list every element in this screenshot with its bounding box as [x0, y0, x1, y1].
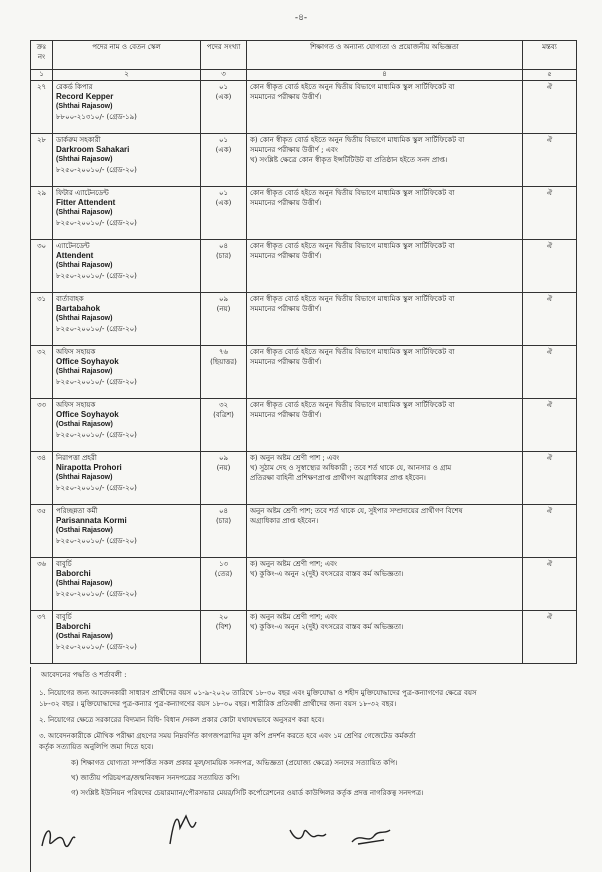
- post-count: ৩২: [218, 401, 229, 409]
- post-name-english: Attendent: [56, 251, 94, 260]
- post-cell: [53, 452, 201, 505]
- post-name-english: Fitter Attendent: [56, 198, 116, 207]
- post-type: (Shthai Rajasow): [56, 368, 113, 375]
- condition-line: ১. নিয়োগের জন্য আবেদনকারী সাধারণ প্রার্থীদের বয়স ০১-৯-২০২০ তারিখে ১৮-৩০ বছর এবং মুক্তিযোদ্ধা ও শহীদ মুক্তিযোদ্ধাদের পুত্র-কন্যাগণের ক্ষেত্রে বয়স: [39, 689, 477, 697]
- post-type: (Osthai Rajasow): [56, 633, 113, 640]
- post-count: ০৪: [218, 507, 229, 515]
- qualification-line: খ) সংশ্লিষ্ট ক্ষেত্রে কোন স্বীকৃত ইন্সটিটিউট বা প্রতিষ্ঠান হইতে সনদ প্রাপ্ত।: [250, 156, 448, 164]
- header-remarks: মন্তব্য: [523, 41, 577, 70]
- qualification-line: ক) অনুন অষ্টম শ্রেণী পাশ ; এবং: [250, 454, 340, 462]
- post-count: ০১: [218, 189, 229, 197]
- col-index: ৪: [247, 70, 523, 81]
- qualification-line: খ) কুকিং-এ অনুন ২(দুই) বৎসরের বাস্তব কর্ম অভিজ্ঞতা।: [250, 623, 404, 631]
- qualification-line: সমমানের পরীক্ষায় উত্তীর্ণ।: [250, 411, 322, 419]
- condition-line: ৩. আবেদনকারীকে মৌখিক পরীক্ষা গ্রহণের সময় নিম্নবর্ণিত কাগজপত্রাদির মূল কপি প্রদর্শন করতে হবে এবং ১ম শ্রেণির গেজেটেড কর্মকর্তা: [39, 732, 416, 740]
- post-name-english: Baborchi: [56, 569, 91, 578]
- remarks: ঐ: [523, 505, 577, 558]
- post-count-words: (ছিয়াত্তর): [210, 358, 237, 366]
- page-number: -৪-: [294, 13, 308, 23]
- serial-number: ৩৩: [31, 399, 53, 452]
- post-count-cell: [201, 558, 247, 611]
- post-count: ০৯: [218, 454, 229, 462]
- post-count-words: (এক): [215, 199, 232, 207]
- header-qualification: শিক্ষাগত ও অন্যান্য যোগ্যতা ও প্রয়োজনীয় অভিজ্ঞতা: [247, 41, 523, 70]
- table-row: [31, 346, 577, 399]
- post-cell: [53, 399, 201, 452]
- serial-number: ২৭: [31, 81, 53, 134]
- post-count-cell: [201, 187, 247, 240]
- table-row: [31, 558, 577, 611]
- post-name-english: Record Kepper: [56, 92, 114, 101]
- pay-scale: ৮৮০০-২১৩১০/- (গ্রেড-১৯): [56, 113, 137, 121]
- post-cell: [53, 346, 201, 399]
- post-name-bangla: ফিটার এ্যাটেনডেন্ট: [56, 189, 109, 197]
- serial-number: ৩৫: [31, 505, 53, 558]
- pay-scale: ৮২৫০-২০০১০/- (গ্রেড-২০): [56, 378, 137, 386]
- post-count: ০৪: [218, 242, 229, 250]
- qualification-line: সমমানের পরীক্ষায় উত্তীর্ণ।: [250, 358, 322, 366]
- post-count-words: (নয়): [216, 464, 231, 472]
- post-name-bangla: বাবুর্চি: [56, 560, 72, 568]
- qualification-line: খ) কুকিং-এ অনুন ২(দুই) বৎসরের বাস্তব কর্ম অভিজ্ঞতা।: [250, 570, 404, 578]
- qualification-line: সমমানের পরীক্ষায় উত্তীর্ণ।: [250, 252, 322, 260]
- pay-scale: ৮২৫০-২০০১০/- (গ্রেড-২০): [56, 325, 137, 333]
- qualification-cell: [247, 452, 523, 505]
- post-name-english: Office Soyhayok: [56, 410, 119, 419]
- post-name-bangla: অফিস সহায়ক: [56, 348, 96, 356]
- post-cell: [53, 134, 201, 187]
- post-count-words: (তের): [214, 570, 233, 578]
- qualification-cell: [247, 134, 523, 187]
- qualification-cell: [247, 611, 523, 664]
- post-count-cell: [201, 452, 247, 505]
- post-type: (Shthai Rajasow): [56, 580, 113, 587]
- qualification-line: সমমানের পরীক্ষায় উত্তীর্ণ ; এবং: [250, 146, 338, 154]
- condition-subline: খ) জাতীয় পরিচয়পত্র/জন্মনিবন্ধন সনদপত্রের সত্যায়িত কপি।: [71, 774, 240, 782]
- post-name-bangla: নিরাপত্তা প্রহরী: [56, 454, 97, 462]
- post-count: ৭৬: [218, 348, 229, 356]
- post-name-bangla: এ্যাটেনডেন্ট: [56, 242, 90, 250]
- post-count: ২০: [218, 613, 229, 621]
- remarks: ঐ: [523, 134, 577, 187]
- post-name-bangla: ডার্করুম সহকারী: [56, 136, 101, 144]
- table-row: [31, 240, 577, 293]
- qualification-cell: [247, 81, 523, 134]
- condition-line: ১৮-৩২ বছর । মুক্তিযোদ্ধাদের পুত্র-কন্যার পুত্র-কন্যাগণের বয়স ১৮-৩০ বছর। শারীরিক প্রতিবন্ধী প্রার্থীদের জন্য বয়স ১৮-৩২ বছর।: [39, 700, 397, 708]
- post-count: ১৩: [218, 560, 229, 568]
- post-count-cell: [201, 611, 247, 664]
- pay-scale: ৮২৫০-২০০১০/- (গ্রেড-২০): [56, 272, 137, 280]
- remarks: ঐ: [523, 240, 577, 293]
- qualification-line: ক) কোন স্বীকৃত বোর্ড হইতে অনুন দ্বিতীয় বিভাগে মাধ্যমিক স্কুল সার্টিফিকেট বা: [250, 136, 465, 144]
- pay-scale: ৮২৫০-২০০১০/- (গ্রেড-২০): [56, 166, 137, 174]
- post-name-bangla: পরিচ্ছন্নতা কর্মী: [56, 507, 98, 515]
- recruitment-table: [30, 40, 577, 664]
- post-name-english: Nirapotta Prohori: [56, 463, 122, 472]
- post-name-english: Baborchi: [56, 622, 91, 631]
- post-name-english: Parisannata Kormi: [56, 516, 127, 525]
- post-type: (Osthai Rajasow): [56, 527, 113, 534]
- remarks: ঐ: [523, 293, 577, 346]
- qualification-cell: [247, 346, 523, 399]
- post-name-english: Bartabahok: [56, 304, 101, 313]
- post-name-bangla: রেকর্ড কিপার: [56, 83, 93, 91]
- qualification-cell: [247, 240, 523, 293]
- serial-number: ৩৪: [31, 452, 53, 505]
- post-count-words: (চার): [215, 252, 232, 260]
- remarks: ঐ: [523, 558, 577, 611]
- qualification-cell: [247, 505, 523, 558]
- remarks: ঐ: [523, 81, 577, 134]
- serial-number: ৩২: [31, 346, 53, 399]
- table-row: [31, 81, 577, 134]
- post-count-words: (চার): [215, 517, 232, 525]
- qualification-line: কোন স্বীকৃত বোর্ড হইতে অনুন দ্বিতীয় বিভাগে মাধ্যমিক স্কুল সার্টিফিকেট বা: [250, 242, 455, 250]
- pay-scale: ৮২৫০-২০০১০/- (গ্রেড-২০): [56, 643, 137, 651]
- serial-number: ৩১: [31, 293, 53, 346]
- post-count: ০৯: [218, 295, 229, 303]
- condition-subline: গ) সংশ্লিষ্ট ইউনিয়ন পরিষদের চেয়ারম্যান/পৌরসভার মেয়র/সিটি কর্পোরেশনের ওয়ার্ড কাউন্সিলর কর্তৃক প্রদত্ত নাগরিকত্ব সনদপত্র।: [71, 789, 424, 797]
- header-post-name: পদের নাম ও বেতন স্কেল: [53, 41, 201, 70]
- post-count-cell: [201, 81, 247, 134]
- remarks: ঐ: [523, 611, 577, 664]
- post-name-english: Darkroom Sahakari: [56, 145, 130, 154]
- post-cell: [53, 81, 201, 134]
- qualification-line: কোন স্বীকৃত বোর্ড হইতে অনুন দ্বিতীয় বিভাগে মাধ্যমিক স্কুল সার্টিফিকেট বা: [250, 83, 455, 91]
- qualification-line: সমমানের পরীক্ষায় উত্তীর্ণ।: [250, 93, 322, 101]
- qualification-cell: [247, 293, 523, 346]
- condition-line: কর্তৃক সত্যায়িত অনুলিপি জমা দিতে হবে।: [39, 743, 154, 751]
- serial-number: ৩৬: [31, 558, 53, 611]
- col-index: ৩: [201, 70, 247, 81]
- post-count-words: (এক): [215, 93, 232, 101]
- condition-line: ২. নিয়োগের ক্ষেত্রে সরকারের বিদ্যমান বিধি- বিধান /সকল প্রকার কোটা যথাযথভাবে অনুসরণ করা হবে।: [39, 716, 325, 724]
- qualification-cell: [247, 399, 523, 452]
- signature-4: [348, 826, 392, 848]
- condition-subline: ক) শিক্ষাগত যোগ্যতা সম্পর্কিত সকল প্রকার মূল/সাময়িক সনদপত্র, অভিজ্ঞতা (প্রযোজ্য ক্ষেত্রে) সনদের সত্যায়িত কপি।: [71, 759, 398, 767]
- remarks: ঐ: [523, 187, 577, 240]
- qualification-line: কোন স্বীকৃত বোর্ড হইতে অনুন দ্বিতীয় বিভাগে মাধ্যমিক স্কুল সার্টিফিকেট বা: [250, 401, 455, 409]
- qualification-line: ক) অনুন অষ্টম শ্রেণী পাশ; এবং: [250, 613, 337, 621]
- qualification-line: অনুন অষ্টম শ্রেণী পাশ; তবে শর্ত থাকে যে, সুইপার সম্প্রদায়ের প্রার্থীগণ বিশেষ: [250, 507, 463, 515]
- qualification-cell: [247, 558, 523, 611]
- remarks: ঐ: [523, 399, 577, 452]
- header-post-count: পদের সংখ্যা: [201, 41, 247, 70]
- pay-scale: ৮২৫০-২০০১০/- (গ্রেড-২০): [56, 590, 137, 598]
- post-count-words: (বিশ): [215, 623, 232, 631]
- post-count-words: (নয়): [216, 305, 231, 313]
- post-count-cell: [201, 346, 247, 399]
- post-cell: [53, 240, 201, 293]
- post-count: ০১: [218, 136, 229, 144]
- qualification-line: কোন স্বীকৃত বোর্ড হইতে অনুন দ্বিতীয় বিভাগে মাধ্যমিক স্কুল সার্টিফিকেট বা: [250, 295, 455, 303]
- qualification-cell: [247, 187, 523, 240]
- col-index: ৫: [523, 70, 577, 81]
- qualification-line: প্রতিরক্ষা বাহিনী প্রশিক্ষণপ্রাপ্ত প্রার্থীগণ অগ্রাধিকার প্রাপ্ত হইবেন।: [250, 474, 426, 482]
- table-row: [31, 399, 577, 452]
- post-name-bangla: বার্তাবাহক: [56, 295, 84, 303]
- post-cell: [53, 187, 201, 240]
- post-count-cell: [201, 134, 247, 187]
- header-serial: ক্রঃ নং: [31, 41, 53, 70]
- remarks: ঐ: [523, 452, 577, 505]
- post-cell: [53, 558, 201, 611]
- post-name-bangla: বাবুর্চি: [56, 613, 72, 621]
- post-type: (Osthai Rajasow): [56, 421, 113, 428]
- table-row: [31, 293, 577, 346]
- post-count-cell: [201, 505, 247, 558]
- table-header-row: [31, 41, 577, 70]
- post-count-cell: [201, 399, 247, 452]
- signature-2: [164, 808, 200, 848]
- table-row: [31, 452, 577, 505]
- serial-number: ৩০: [31, 240, 53, 293]
- signature-1: [38, 822, 78, 852]
- post-type: (Shthai Rajasow): [56, 474, 113, 481]
- post-cell: [53, 611, 201, 664]
- qualification-line: কোন স্বীকৃত বোর্ড হইতে অনুন দ্বিতীয় বিভাগে মাধ্যমিক স্কুল সার্টিফিকেট বা: [250, 348, 455, 356]
- post-name-english: Office Soyhayok: [56, 357, 119, 366]
- pay-scale: ৮২৫০-২০০১০/- (গ্রেড-২০): [56, 219, 137, 227]
- post-cell: [53, 505, 201, 558]
- post-name-bangla: অফিস সহায়ক: [56, 401, 96, 409]
- col-index: ২: [53, 70, 201, 81]
- post-count: ০১: [218, 83, 229, 91]
- qualification-line: অগ্রাধিকার প্রাপ্ত হইবেন।: [250, 517, 319, 525]
- serial-number: ২৯: [31, 187, 53, 240]
- serial-number: ৩৭: [31, 611, 53, 664]
- post-type: (Shthai Rajasow): [56, 103, 113, 110]
- qualification-line: ক) অনুন অষ্টম শ্রেণী পাশ; এবং: [250, 560, 337, 568]
- serial-number: ২৮: [31, 134, 53, 187]
- pay-scale: ৮২৫০-২০০১০/- (গ্রেড-২০): [56, 484, 137, 492]
- post-cell: [53, 293, 201, 346]
- post-count-words: (এক): [215, 146, 232, 154]
- post-count-words: (বত্রিশ): [213, 411, 234, 419]
- table-row: [31, 611, 577, 664]
- post-count-cell: [201, 293, 247, 346]
- post-type: (Shthai Rajasow): [56, 156, 113, 163]
- qualification-line: সমমানের পরীক্ষায় উত্তীর্ণ।: [250, 305, 322, 313]
- column-index-row: [31, 70, 577, 81]
- table-row: [31, 187, 577, 240]
- qualification-line: সমমানের পরীক্ষায় উত্তীর্ণ।: [250, 199, 322, 207]
- qualification-line: খ) সুঠাম দেহ ও সুস্বাস্থ্যের অধিকারী ; তবে শর্ত থাকে যে, আনসার ও গ্রাম: [250, 464, 452, 472]
- qualification-line: কোন স্বীকৃত বোর্ড হইতে অনুন দ্বিতীয় বিভাগে মাধ্যমিক স্কুল সার্টিফিকেট বা: [250, 189, 455, 197]
- post-type: (Shthai Rajasow): [56, 315, 113, 322]
- post-type: (Shthai Rajasow): [56, 262, 113, 269]
- conditions-title: আবেদনের পদ্ধতি ও শর্তাবলী :: [41, 671, 127, 679]
- post-count-cell: [201, 240, 247, 293]
- signature-3: [286, 822, 328, 844]
- table-row: [31, 505, 577, 558]
- pay-scale: ৮২৫০-২০০১০/- (গ্রেড-২০): [56, 537, 137, 545]
- table-row: [31, 134, 577, 187]
- pay-scale: ৮২৫০-২০০১০/- (গ্রেড-২০): [56, 431, 137, 439]
- col-index: ১: [31, 70, 53, 81]
- remarks: ঐ: [523, 346, 577, 399]
- post-type: (Shthai Rajasow): [56, 209, 113, 216]
